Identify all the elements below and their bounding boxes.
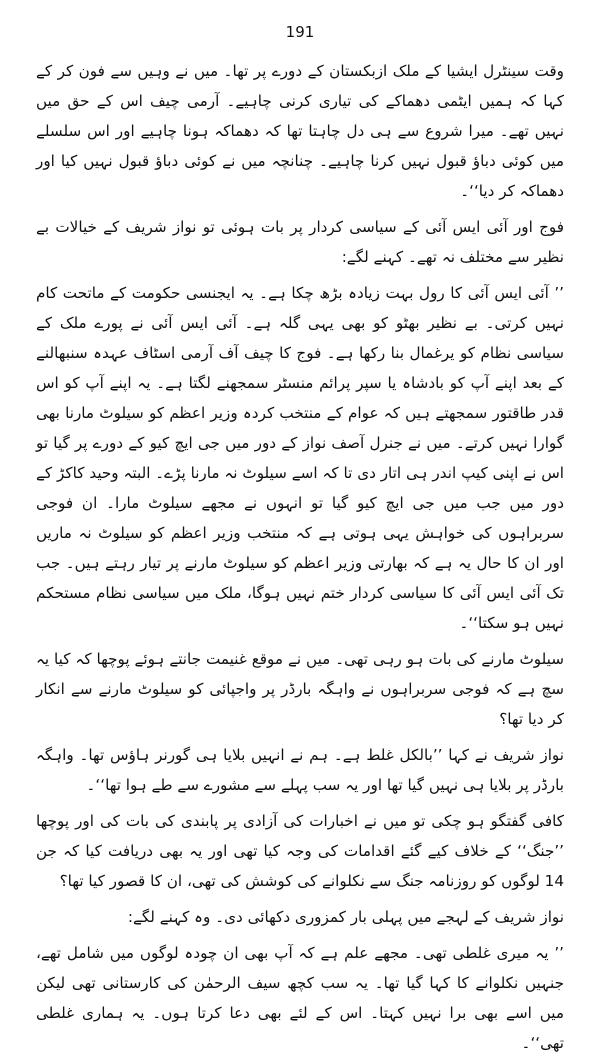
paragraph: کافی گفتگو ہو چکی تو میں نے اخبارات کی آزادی پر پابندی کی بات کی اور پوچھا ’’جنگ‘‘ کے خلاف کیے گئے اقدامات کی وجہ کیا تھی اور یہ بھی دریافت کیا کہ جن 14 لوگوں کو روزنامہ جنگ سے نکلوانے کی کوشش کی تھی، ان کا قصور کیا تھا؟ [36,812,564,890]
paragraph: فوج اور آئی ایس آئی کے سیاسی کردار پر بات ہوئی تو نواز شریف کے خیالات بے نظیر سے مختلف نہ تھے۔ کہنے لگے: [36,218,564,266]
page-number: 191 [285,23,315,41]
paragraph: ’’ یہ میری غلطی تھی۔ مجھے علم ہے کہ آپ بھی ان چودہ لوگوں میں شامل تھے، جنہیں نکلوانے کا کہا گیا تھا۔ یہ سب کچھ سیف الرحمٰن کی کارستانی تھی لیکن میں اسے بھی برا نہیں کہتا۔ اس کے لئے بھی دعا کرتا ہوں۔ یہ ہماری غلطی تھی‘‘۔ [36,944,564,1052]
paragraph: نواز شریف نے کہا ’’بالکل غلط ہے۔ ہم نے انہیں بلایا ہی گورنر ہاؤس تھا۔ واہگہ بارڈر پر بلایا ہی نہیں گیا تھا اور یہ سب پہلے سے مشورے سے طے ہوا تھا‘‘۔ [36,746,564,794]
paragraph: سیلوٹ مارنے کی بات ہو رہی تھی۔ میں نے موقع غنیمت جانتے ہوئے پوچھا کہ کیا یہ سچ ہے کہ فوجی سربراہوں نے واہگہ بارڈر پر واجپائی کو سیلوٹ مارنے سے انکار کر دیا تھا؟ [36,650,564,728]
paragraph: وقت سینٹرل ایشیا کے ملک ازبکستان کے دورے پر تھا۔ میں نے وہیں سے فون کر کے کہا کہ ہمیں ایٹمی دھماکے کی تیاری کرنی چاہیے۔ آرمی چیف اس کے حق میں نہیں تھے۔ میرا شروع سے ہی دل چاہتا تھا کہ دھماکہ ہونا چاہیے اور اس سلسلے میں کوئی دباؤ قبول نہیں کرنا چاہیے۔ چنانچہ میں نے کوئی دباؤ قبول نہیں کیا اور دھماکہ کر دیا‘‘۔ [36,62,564,200]
page-body [36,56,564,1064]
paragraph: نواز شریف کے لہجے میں پہلی بار کمزوری دکھائی دی۔ وہ کہنے لگے: [127,908,564,926]
paragraph: ’’ آئی ایس آئی کا رول بہت زیادہ بڑھ چکا ہے۔ یہ ایجنسی حکومت کے ماتحت کام نہیں کرتی۔ بے نظیر بھٹو کو بھی یہی گلہ ہے۔ آئی ایس آئی نے پورے ملک کے سیاسی نظام کو یرغمال بنا رکھا ہے۔ فوج کا چیف آف آرمی اسٹاف عہدہ سنبھالنے کے بعد اپنے آپ کو بادشاہ یا سپر پرائم منسٹر سمجھنے لگتا ہے۔ یہ اپنے آپ کو اس قدر طاقتور سمجھتے ہیں کہ عوام کے منتخب کردہ وزیر اعظم کو سیلوٹ مارنا بھی گوارا نہیں کرتے۔ میں نے جنرل آصف نواز کے دور میں جی ایچ کیو کے دورے پر گیا تو اس نے اپنی کیپ اندر ہی اتار دی تا کہ اسے سیلوٹ نہ مارنا پڑے۔ البتہ وحید کاکڑ کے دور میں جب میں جی ایچ کیو گیا تو انہوں نے مجھے سیلوٹ مارا۔ ان فوجی سربراہوں کی خواہش یہی ہوتی ہے کہ منتخب وزیر اعظم کو سیلوٹ نہ ماریں اور ان کا حال یہ ہے کہ بھارتی وزیر اعظم کو سیلوٹ مارنے پر تیار رہتے ہیں۔ جب تک آئی ایس آئی کا سیاسی کردار ختم نہیں ہوگا، ملک میں سیاسی نظام مستحکم نہیں ہو سکتا‘‘۔ [36,284,564,632]
